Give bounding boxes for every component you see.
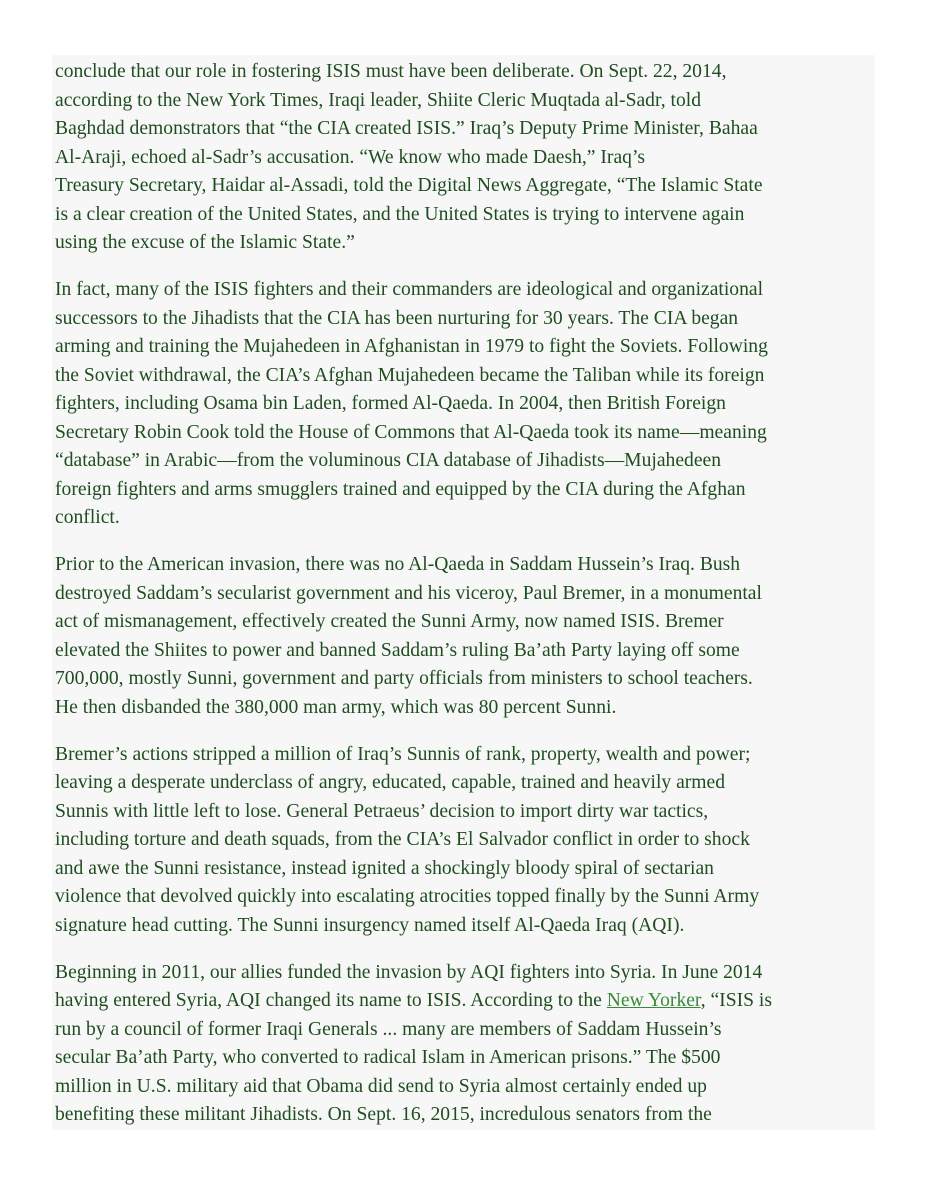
document-page — [52, 55, 875, 1130]
text-line: fighters, including Osama bin Laden, formed Al-Qaeda. In 2004, then British Foreign — [55, 393, 726, 414]
paragraph-4 — [55, 741, 875, 941]
new-yorker-link[interactable]: New Yorker — [606, 990, 701, 1011]
text-line: leaving a desperate underclass of angry, educated, capable, trained and heavily armed — [55, 772, 726, 793]
text-segment: , “ISIS is — [700, 990, 772, 1011]
paragraph-2 — [55, 276, 875, 533]
text-line: elevated the Shiites to power and banned Saddam’s ruling Ba’ath Party laying off some — [55, 639, 740, 661]
paragraph-5 — [55, 959, 875, 1130]
text-line: arming and training the Mujahedeen in Afghanistan in 1979 to fight the Soviets. Following — [55, 336, 768, 357]
text-line: Secretary Robin Cook told the House of Commons that Al-Qaeda took its name—meaning — [55, 421, 767, 443]
text-line: conflict. — [55, 507, 120, 528]
text-line: act of mismanagement, effectively created the Sunni Army, now named ISIS. Bremer — [55, 611, 724, 632]
text-line: including torture and death squads, from the CIA’s El Salvador conflict in order to shock — [55, 829, 750, 850]
article-body — [52, 55, 875, 1130]
text-line: benefiting these militant Jihadists. On Sept. 16, 2015, incredulous senators from the — [55, 1104, 712, 1125]
text-line: according to the New York Times, Iraqi leader, Shiite Cleric Muqtada al-Sadr, told — [55, 89, 701, 111]
text-line: He then disbanded the 380,000 man army, which was 80 percent Sunni. — [55, 696, 617, 718]
text-line: secular Ba’ath Party, who converted to radical Islam in American prisons.” The $500 — [55, 1047, 721, 1068]
text-line: In fact, many of the ISIS fighters and their commanders are ideological and organizational — [55, 279, 764, 300]
text-line: run by a council of former Iraqi Generals ... many are members of Saddam Hussein’s — [55, 1018, 722, 1040]
text-line: Sunnis with little left to lose. General Petraeus’ decision to import dirty war tactics, — [55, 800, 709, 822]
text-line: Bremer’s actions stripped a million of Iraq’s Sunnis of rank, property, wealth and power; — [55, 743, 751, 765]
text-segment: having entered Syria, AQI changed its name to ISIS. According to the — [55, 990, 607, 1011]
text-line: million in U.S. military aid that Obama did send to Syria almost certainly ended up — [55, 1075, 707, 1097]
paragraph-3 — [55, 551, 875, 722]
text-line: and awe the Sunni resistance, instead ignited a shockingly bloody spiral of sectarian — [55, 857, 714, 879]
text-line: foreign fighters and arms smugglers trained and equipped by the CIA during the Afghan — [55, 478, 746, 500]
text-line: destroyed Saddam’s secularist government and his viceroy, Paul Bremer, in a monumental — [55, 582, 762, 604]
text-line: Treasury Secretary, Haidar al-Assadi, told the Digital News Aggregate, “The Islamic State — [55, 175, 763, 196]
text-line: successors to the Jihadists that the CIA has been nurturing for 30 years. The CIA began — [55, 307, 739, 329]
text-line: 700,000, mostly Sunni, government and party officials from ministers to school teachers. — [55, 668, 753, 689]
text-line: Beginning in 2011, our allies funded the invasion by AQI fighters into Syria. In June 2014 — [55, 961, 763, 983]
text-line — [55, 987, 875, 1016]
text-line: “database” in Arabic—from the voluminous CIA database of Jihadists—Mujahedeen — [55, 450, 722, 471]
text-line: the Soviet withdrawal, the CIA’s Afghan Mujahedeen became the Taliban while its foreign — [55, 364, 765, 386]
text-line: violence that devolved quickly into escalating atrocities topped finally by the Sunni Army — [55, 886, 760, 907]
text-line: signature head cutting. The Sunni insurgency named itself Al-Qaeda Iraq (AQI). — [55, 914, 685, 936]
text-line: Prior to the American invasion, there was no Al-Qaeda in Saddam Hussein’s Iraq. Bush — [55, 554, 741, 575]
text-line: using the excuse of the Islamic State.” — [55, 232, 355, 253]
text-line: Baghdad demonstrators that “the CIA created ISIS.” Iraq’s Deputy Prime Minister, Bahaa — [55, 118, 758, 139]
text-line: conclude that our role in fostering ISIS must have been deliberate. On Sept. 22, 2014, — [55, 61, 727, 82]
paragraph-1 — [55, 58, 875, 258]
text-line: is a clear creation of the United States, and the United States is trying to intervene again — [55, 203, 745, 225]
text-line: Al-Araji, echoed al-Sadr’s accusation. “We know who made Daesh,” Iraq’s — [55, 146, 646, 168]
